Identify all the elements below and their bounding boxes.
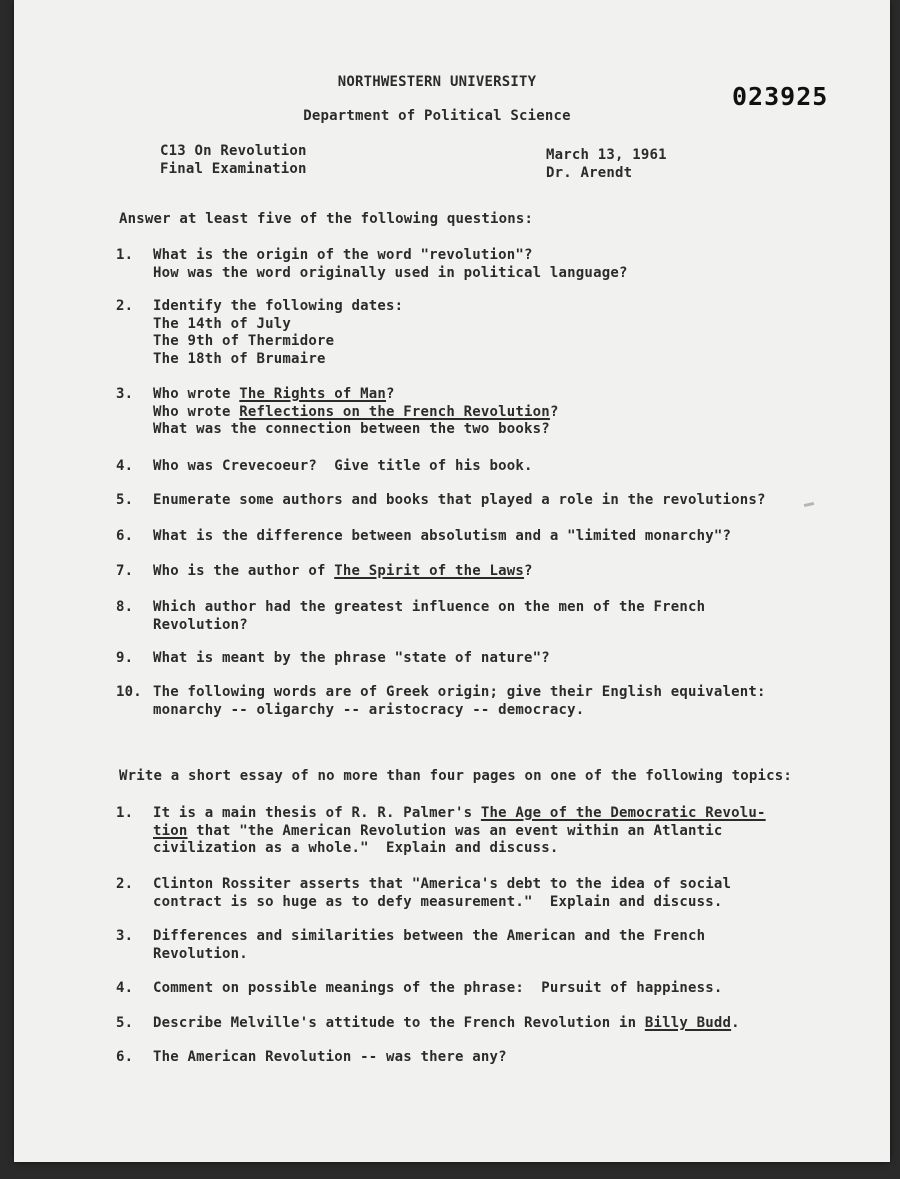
question-2	[116, 298, 816, 368]
question-9	[116, 650, 816, 668]
part1-instructions: Answer at least five of the following questions:	[119, 211, 534, 227]
question-number: 1.	[116, 247, 134, 263]
topic-number: 1.	[116, 805, 134, 821]
course-title: C13 On Revolution	[160, 143, 307, 159]
course-block	[160, 142, 307, 178]
book-title: The Age of the Democratic Revolu-	[480, 805, 766, 821]
book-title: tion	[153, 822, 188, 839]
question-number: 6.	[116, 528, 134, 544]
part2-instructions: Write a short essay of no more than four pages on one of the following topics:	[119, 768, 793, 784]
essay-topic-2	[116, 876, 816, 911]
question-number: 2.	[116, 298, 134, 314]
question-text: Who wrote	[153, 403, 240, 420]
topic-text: The American Revolution -- was there any?	[153, 1049, 507, 1065]
question-5	[116, 492, 816, 510]
exam-date: March 13, 1961	[546, 147, 667, 163]
topic-text: Comment on possible meanings of the phrase: Pursuit of happiness.	[153, 980, 723, 996]
topic-text: that "the American Revolution was an event within an Atlantic	[187, 822, 723, 839]
topic-text: Revolution.	[153, 945, 248, 962]
question-text: The following words are of Greek origin; give their English equivalent:	[153, 684, 766, 700]
question-6	[116, 528, 816, 546]
essay-topic-1	[116, 805, 816, 858]
essay-topic-6	[116, 1049, 816, 1067]
question-number: 10.	[116, 684, 142, 700]
question-3	[116, 386, 816, 439]
question-text: How was the word originally used in political language?	[153, 264, 628, 281]
topic-text: contract is so huge as to defy measurement." Explain and discuss.	[153, 893, 723, 910]
date-item: The 14th of July	[153, 315, 292, 332]
question-1	[116, 247, 816, 282]
question-text: ?	[524, 563, 533, 579]
date-block	[546, 146, 667, 182]
question-4	[116, 458, 816, 476]
essay-topic-3	[116, 928, 816, 963]
question-text: What is meant by the phrase "state of nature"?	[153, 650, 550, 666]
question-text: monarchy -- oligarchy -- aristocracy -- democracy.	[153, 701, 585, 718]
question-8	[116, 599, 816, 634]
question-text: Enumerate some authors and books that played a role in the revolutions?	[153, 492, 766, 508]
topic-text: civilization as a whole." Explain and discuss.	[153, 840, 559, 856]
question-10	[116, 684, 816, 719]
date-item: The 18th of Brumaire	[153, 350, 326, 367]
essay-topic-4	[116, 980, 816, 998]
topic-text: .	[731, 1015, 740, 1031]
essay-topic-5	[116, 1015, 816, 1033]
question-text: What is the origin of the word "revolution"?	[153, 247, 533, 263]
question-number: 3.	[116, 386, 134, 402]
topic-text: It is a main thesis of R. R. Palmer's	[153, 805, 481, 821]
instructor-name: Dr. Arendt	[546, 165, 633, 181]
question-text: Revolution?	[153, 616, 248, 633]
question-number: 5.	[116, 492, 134, 508]
topic-number: 6.	[116, 1049, 134, 1065]
question-text: What is the difference between absolutism and a "limited monarchy"?	[153, 528, 732, 544]
book-title: Billy Budd	[644, 1015, 732, 1031]
date-item: The 9th of Thermidore	[153, 333, 335, 349]
topic-text: Describe Melville's attitude to the French Revolution in	[153, 1015, 645, 1031]
question-text: ?	[549, 403, 559, 420]
question-text: Who is the author of	[153, 563, 335, 579]
university-name: NORTHWESTERN UNIVERSITY	[337, 74, 537, 90]
topic-text: Clinton Rossiter asserts that "America's debt to the idea of social	[153, 876, 732, 892]
department-name: Department of Political Science	[303, 108, 571, 124]
topic-number: 3.	[116, 928, 134, 944]
exam-title: Final Examination	[160, 161, 307, 177]
question-number: 8.	[116, 599, 134, 615]
topic-number: 4.	[116, 980, 134, 996]
question-number: 7.	[116, 563, 134, 579]
document-number: 023925	[732, 82, 829, 111]
question-text: ?	[386, 386, 395, 402]
question-7	[116, 563, 816, 581]
question-text: Identify the following dates:	[153, 298, 404, 314]
exam-page	[14, 0, 890, 1162]
question-text: Which author had the greatest influence on the men of the French	[153, 599, 706, 615]
book-title: Reflections on the French Revolution	[239, 403, 550, 420]
question-text: Who wrote	[153, 386, 240, 402]
question-number: 4.	[116, 458, 134, 474]
book-title: The Rights of Man	[239, 386, 386, 402]
book-title: The Spirit of the Laws	[334, 563, 525, 579]
question-text: What was the connection between the two books?	[153, 421, 550, 437]
topic-number: 5.	[116, 1015, 134, 1031]
question-number: 9.	[116, 650, 134, 666]
question-text: Who was Crevecoeur? Give title of his book.	[153, 458, 533, 474]
topic-number: 2.	[116, 876, 134, 892]
topic-text: Differences and similarities between the American and the French	[153, 928, 706, 944]
